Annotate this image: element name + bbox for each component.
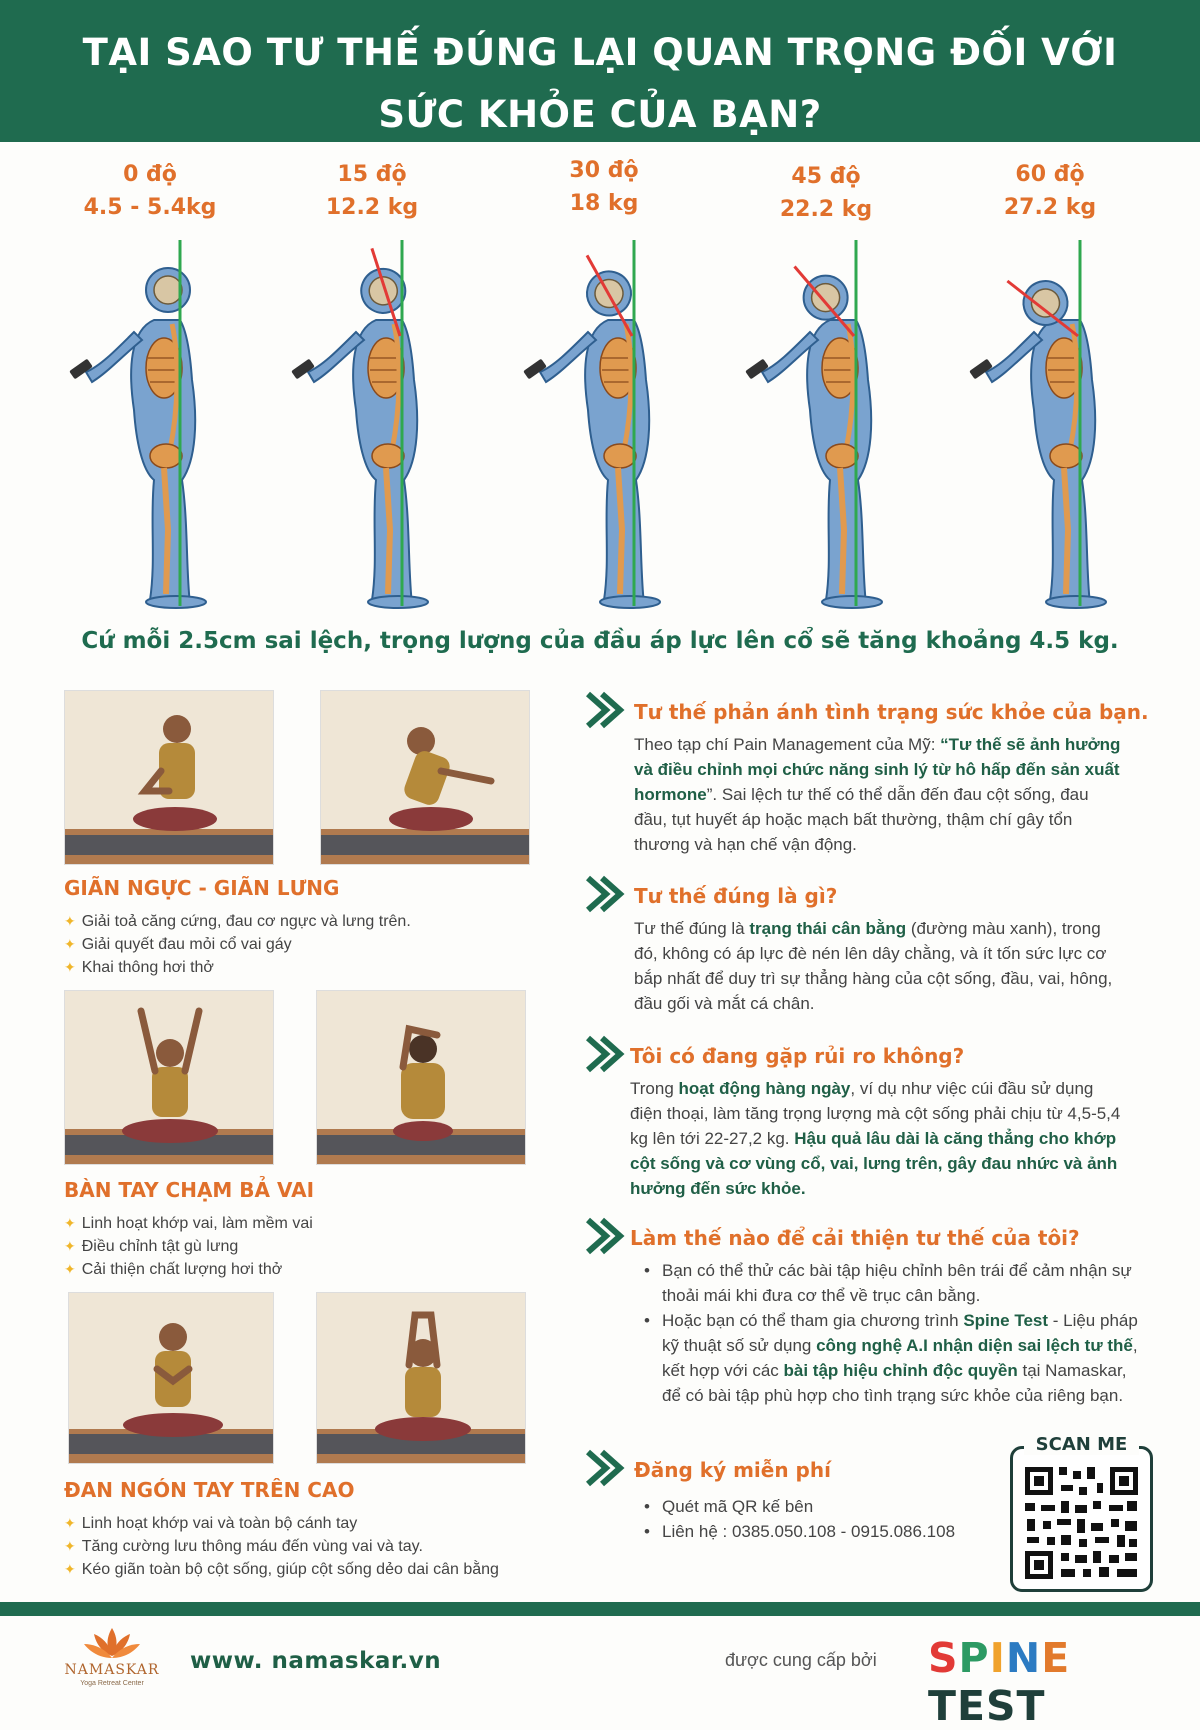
figure-weight-label: 18 kg <box>569 191 639 216</box>
skeleton-figure <box>30 240 270 620</box>
figure-45 <box>706 158 946 618</box>
brand-letter: I <box>989 1634 1006 1682</box>
skeleton-figure <box>706 240 946 620</box>
list-item: ✦ Giải quyết đau mỏi cổ vai gáy <box>64 936 292 953</box>
figure-30 <box>484 158 724 618</box>
exercise-title: BÀN TAY CHẠM BẢ VAI <box>64 1178 315 1202</box>
spine-test-logo <box>928 1634 1200 1730</box>
list-item: • Bạn có thể thử các bài tập hiệu chỉnh bên trái để cảm nhận sự thoải mái khi đưa cơ thể về trục cân bằng. <box>646 1258 1140 1308</box>
exercise-photo-3a <box>68 1292 274 1464</box>
lotus-logo-icon <box>82 1622 142 1662</box>
list-item: • Liên hệ : 0385.050.108 - 0915.086.108 <box>646 1519 996 1544</box>
list-item: ✦ Tăng cường lưu thông máu đến vùng vai và tay. <box>64 1538 423 1555</box>
sparkle-icon: ✦ <box>64 959 76 975</box>
section-title: Tôi có đang gặp rủi ro không? <box>630 1044 965 1068</box>
website-link[interactable]: www. namaskar.vn <box>190 1648 442 1674</box>
figure-angle-label: 0 độ <box>123 162 177 187</box>
list-item: • Hoặc bạn có thể tham gia chương trình Spine Test - Liệu pháp kỹ thuật số sử dụng công nghệ A.I nhận diện sai lệch tư thế, kết hợp với các bài tập hiệu chỉnh độc quyền tại Namaskar, để có bài tập phù hợp cho tình trạng sức khỏe của riêng bạn. <box>646 1308 1140 1408</box>
exercise-photo-2a <box>64 990 274 1165</box>
brand-letter: P <box>958 1634 990 1682</box>
pelvis <box>150 444 182 468</box>
title-line-1: TẠI SAO TƯ THẾ ĐÚNG LẠI QUAN TRỌNG ĐỐI VỚI <box>82 31 1118 74</box>
namaskar-logo-text: NAMASKAR <box>64 1662 160 1678</box>
figure-0 <box>30 158 270 618</box>
person-illustration <box>321 691 531 866</box>
section-text: Tư thế đúng là trạng thái cân bằng (đường màu xanh), trong đó, không có áp lực đè nén lên dây chằng, và ít tốn sức lực cơ bắp nhất để duy trì sự thẳng hàng của cột sống, đầu, vai, hông, đầu gối và mắt cá chân. <box>634 919 1113 1013</box>
exercise-photo-1b <box>320 690 530 865</box>
brand-word-test: TEST <box>928 1682 1046 1730</box>
exercise-title: ĐAN NGÓN TAY TRÊN CAO <box>64 1478 355 1502</box>
list-item: • Quét mã QR kế bên <box>646 1494 996 1519</box>
namaskar-logo-subtitle: Yoga Retreat Center <box>80 1680 144 1687</box>
skeleton-figure <box>930 240 1170 620</box>
stat-line: Cứ mỗi 2.5cm sai lệch, trọng lượng của đầu áp lực lên cổ sẽ tăng khoảng 4.5 kg. <box>81 628 1119 654</box>
provided-by-text: được cung cấp bởi <box>725 1650 877 1670</box>
header-banner <box>0 0 1200 142</box>
section-text: Trong hoạt động hàng ngày, ví dụ như việc cúi đầu sử dụng điện thoại, làm tăng trọng lượng mà cột sống phải chịu từ 4,5-5,4 kg lên tới 22-27,2 kg. Hậu quả lâu dài là căng thẳng cho khớp cột sống và cơ vùng cổ, vai, lưng trên, gây đau nhức và ảnh hưởng đến sức khỏe. <box>630 1079 1121 1198</box>
person-illustration <box>69 1293 275 1465</box>
foot <box>1046 596 1106 608</box>
chevron-arrow-icon <box>584 1216 626 1256</box>
sparkle-icon: ✦ <box>64 1515 76 1531</box>
sparkle-icon: ✦ <box>64 1238 76 1254</box>
skull <box>154 276 182 304</box>
footer-bar <box>0 1602 1200 1616</box>
section-title: Tư thế đúng là gì? <box>634 884 838 908</box>
foot <box>822 596 882 608</box>
exercise-photo-3b <box>316 1292 526 1464</box>
person-illustration <box>65 991 275 1166</box>
brand-letter: E <box>1041 1634 1071 1682</box>
section-text: Theo tạp chí Pain Management của Mỹ: “Tư thế sẽ ảnh hưởng và điều chỉnh mọi chức năng sinh lý từ hô hấp đến sản xuất hormone”. Sai lệch tư thế có thể dẫn đến đau cột sống, đau đầu, tụt huyết áp hoặc mạch bất thường, thậm chí gây tổn thương và hạn chế vận động. <box>634 735 1121 854</box>
person-illustration <box>317 991 527 1166</box>
exercise-benefits <box>64 1212 313 1281</box>
figure-15 <box>252 158 492 618</box>
figure-weight-label: 12.2 kg <box>325 195 419 220</box>
qr-code-box[interactable] <box>1010 1446 1153 1592</box>
figure-angle-label: 60 độ <box>1015 162 1085 187</box>
section-title: Tư thế phản ánh tình trạng sức khỏe của bạn. <box>634 700 1149 724</box>
chevron-arrow-icon <box>584 874 626 914</box>
figure-weight-label: 4.5 - 5.4kg <box>83 195 217 220</box>
list-item: ✦ Khai thông hơi thở <box>64 959 214 976</box>
qr-code-icon[interactable] <box>1013 1449 1150 1589</box>
page-title <box>0 22 1200 146</box>
pelvis <box>1050 444 1082 468</box>
chevron-arrow-icon <box>584 690 626 730</box>
sparkle-icon: ✦ <box>64 936 76 952</box>
foot <box>600 596 660 608</box>
exercise-photo-2b <box>316 990 526 1165</box>
pelvis <box>604 444 636 468</box>
list-item: ✦ Linh hoạt khớp vai và toàn bộ cánh tay <box>64 1515 358 1532</box>
figure-angle-label: 15 độ <box>337 162 407 187</box>
pelvis <box>826 444 858 468</box>
section-bullets <box>646 1258 1140 1408</box>
exercise-photo-1a <box>64 690 274 865</box>
sparkle-icon: ✦ <box>64 1261 76 1277</box>
scan-me-label: SCAN ME <box>1024 1434 1139 1455</box>
exercise-title: GIÃN NGỰC - GIÃN LƯNG <box>64 876 340 900</box>
list-item: ✦ Điều chỉnh tật gù lưng <box>64 1238 239 1255</box>
section-title: Làm thế nào để cải thiện tư thế của tôi? <box>630 1226 1080 1250</box>
foot <box>368 596 428 608</box>
exercise-benefits <box>64 910 411 979</box>
figure-angle-label: 45 độ <box>791 164 861 189</box>
skeleton-figure <box>252 240 492 620</box>
sparkle-icon: ✦ <box>64 1215 76 1231</box>
figure-60 <box>930 158 1170 618</box>
title-line-2: SỨC KHỎE CỦA BẠN? <box>378 93 822 136</box>
brand-letter: S <box>928 1634 959 1682</box>
chevron-arrow-icon <box>584 1448 626 1488</box>
figure-weight-label: 27.2 kg <box>1003 195 1097 220</box>
chevron-arrow-icon <box>584 1034 626 1074</box>
section-bullets <box>646 1494 996 1544</box>
list-item: ✦ Kéo giãn toàn bộ cột sống, giúp cột sống dẻo dai cân bằng <box>64 1561 499 1578</box>
list-item: ✦ Giải toả căng cứng, đau cơ ngực và lưng trên. <box>64 913 411 930</box>
skeleton-figure <box>484 240 724 620</box>
section-title: Đăng ký miễn phí <box>634 1458 831 1482</box>
sparkle-icon: ✦ <box>64 913 76 929</box>
sparkle-icon: ✦ <box>64 1538 76 1554</box>
sparkle-icon: ✦ <box>64 1561 76 1577</box>
foot <box>146 596 206 608</box>
figure-weight-label: 22.2 kg <box>779 197 873 222</box>
list-item: ✦ Linh hoạt khớp vai, làm mềm vai <box>64 1215 313 1232</box>
figure-angle-label: 30 độ <box>569 158 639 183</box>
list-item: ✦ Cải thiện chất lượng hơi thở <box>64 1261 283 1278</box>
pelvis <box>372 444 404 468</box>
head-group <box>146 268 190 312</box>
brand-letter: N <box>1005 1634 1042 1682</box>
person-illustration <box>317 1293 527 1465</box>
exercise-benefits <box>64 1512 499 1581</box>
person-illustration <box>65 691 275 866</box>
